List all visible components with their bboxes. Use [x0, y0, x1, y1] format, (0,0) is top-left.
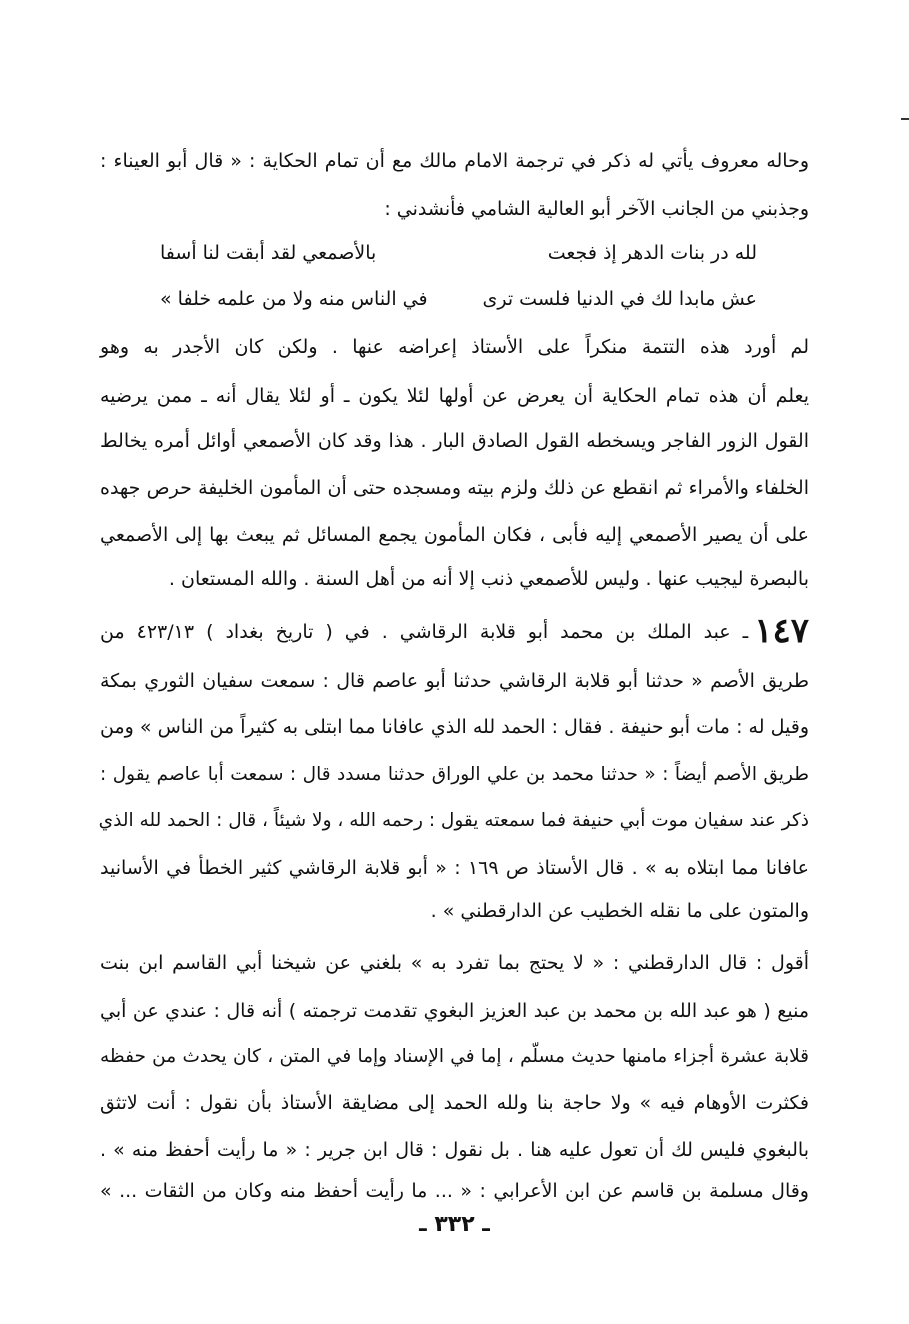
entry-heading: [100, 611, 809, 651]
page-number: ـ ٣٣٢ ـ: [419, 1212, 490, 1237]
text-line: بالبغوي فليس لك أن تعول عليه هنا . بل نقول : قال ابن جرير : « ما رأيت أحفظ منه » .: [100, 1139, 809, 1161]
text-line: وحاله معروف يأتي له ذكر في ترجمة الامام مالك مع أن تمام الحكاية : « قال أبو العيناء :: [100, 150, 809, 172]
entry-number: ١٤٧: [754, 611, 809, 651]
entry-title: ـ عبد الملك بن محمد أبو قلابة الرقاشي . في ( تاريخ بغداد ) ٤٢٣/١٣ من: [100, 621, 749, 643]
text-line: الخلفاء والأمراء ثم انقطع عن ذلك ولزم بيته ومسجده حتى أن المأمون الخليفة حرص جهده: [100, 477, 809, 499]
text-line: قلابة عشرة أجزاء مامنها حديث مسلّم ، إما في الإسناد وإما في المتن ، كان يحدث من حفظه: [100, 1046, 809, 1067]
poem-hemistich: عش مابدا لك في الدنيا فلست ترى: [482, 288, 757, 310]
text-line: طريق الأصم أيضاً : « حدثنا محمد بن علي الوراق حدثنا مسدد قال : سمعت أبا عاصم يقول :: [100, 764, 809, 785]
text-line: يعلم أن هذه تمام الحكاية أن يعرض عن أولها لئلا يكون ـ أو لئلا يقال أنه ـ ممن يرضيه: [100, 385, 809, 407]
poem-hemistich: بالأصمعي لقد أبقت لنا أسفا: [160, 242, 377, 264]
text-line: لم أورد هذه التتمة منكراً على الأستاذ إعراضه عنها . ولكن كان الأجدر به وهو: [100, 336, 809, 358]
text-line: فكثرت الأوهام فيه » ولا حاجة بنا ولله الحمد إلى مضايقة الأستاذ بأن نقول : أنت لاتثق: [100, 1092, 809, 1114]
margin-mark: [901, 118, 909, 120]
text-line: وجذبني من الجانب الآخر أبو العالية الشامي فأنشدني :: [384, 198, 809, 220]
text-line: عافانا مما ابتلاه به » . قال الأستاذ ص ١٦٩ : « أبو قلابة الرقاشي كثير الخطأ في الأسانيد: [100, 857, 809, 879]
text-line: طريق الأصم « حدثنا أبو قلابة الرقاشي حدثنا أبو عاصم قال : سمعت سفيان الثوري بمكة: [100, 670, 809, 692]
text-line: ذكر عند سفيان موت أبي حنيفة فما سمعته يقول : رحمه الله ، ولا شيئاً ، قال : الحمد لله الذي: [98, 810, 809, 831]
text-line: منيع ( هو عبد الله بن محمد بن عبد العزيز البغوي تقدمت ترجمته ) أنه قال : عندي عن أبي: [100, 1000, 809, 1022]
poem-hemistich: لله در بنات الدهر إذ فجعت: [547, 242, 757, 264]
poem-hemistich: في الناس منه ولا من علمه خلفا »: [160, 288, 428, 310]
text-line: بالبصرة ليجيب عنها . وليس للأصمعي ذنب إلا أنه من أهل السنة . والله المستعان .: [168, 568, 809, 590]
text-line: القول الزور الفاجر ويسخطه القول الصادق البار . هذا وقد كان الأصمعي أوائل أمره يخالط: [100, 430, 809, 452]
text-line: وقيل له : مات أبو حنيفة . فقال : الحمد لله الذي عافانا مما ابتلى به كثيراً من الناس » ومن: [100, 716, 809, 738]
text-line: على أن يصير الأصمعي إليه فأبى ، فكان المأمون يجمع المسائل ثم يبعث بها إلى الأصمعي: [100, 524, 809, 546]
text-line: وقال مسلمة بن قاسم عن ابن الأعرابي : « ... ما رأيت أحفظ منه وكان من الثقات ... »: [100, 1180, 809, 1202]
text-line: أقول : قال الدارقطني : « لا يحتج بما تفرد به » بلغني عن شيخنا أبي القاسم ابن بنت: [100, 952, 809, 974]
text-line: والمتون على ما نقله الخطيب عن الدارقطني » .: [430, 900, 809, 922]
